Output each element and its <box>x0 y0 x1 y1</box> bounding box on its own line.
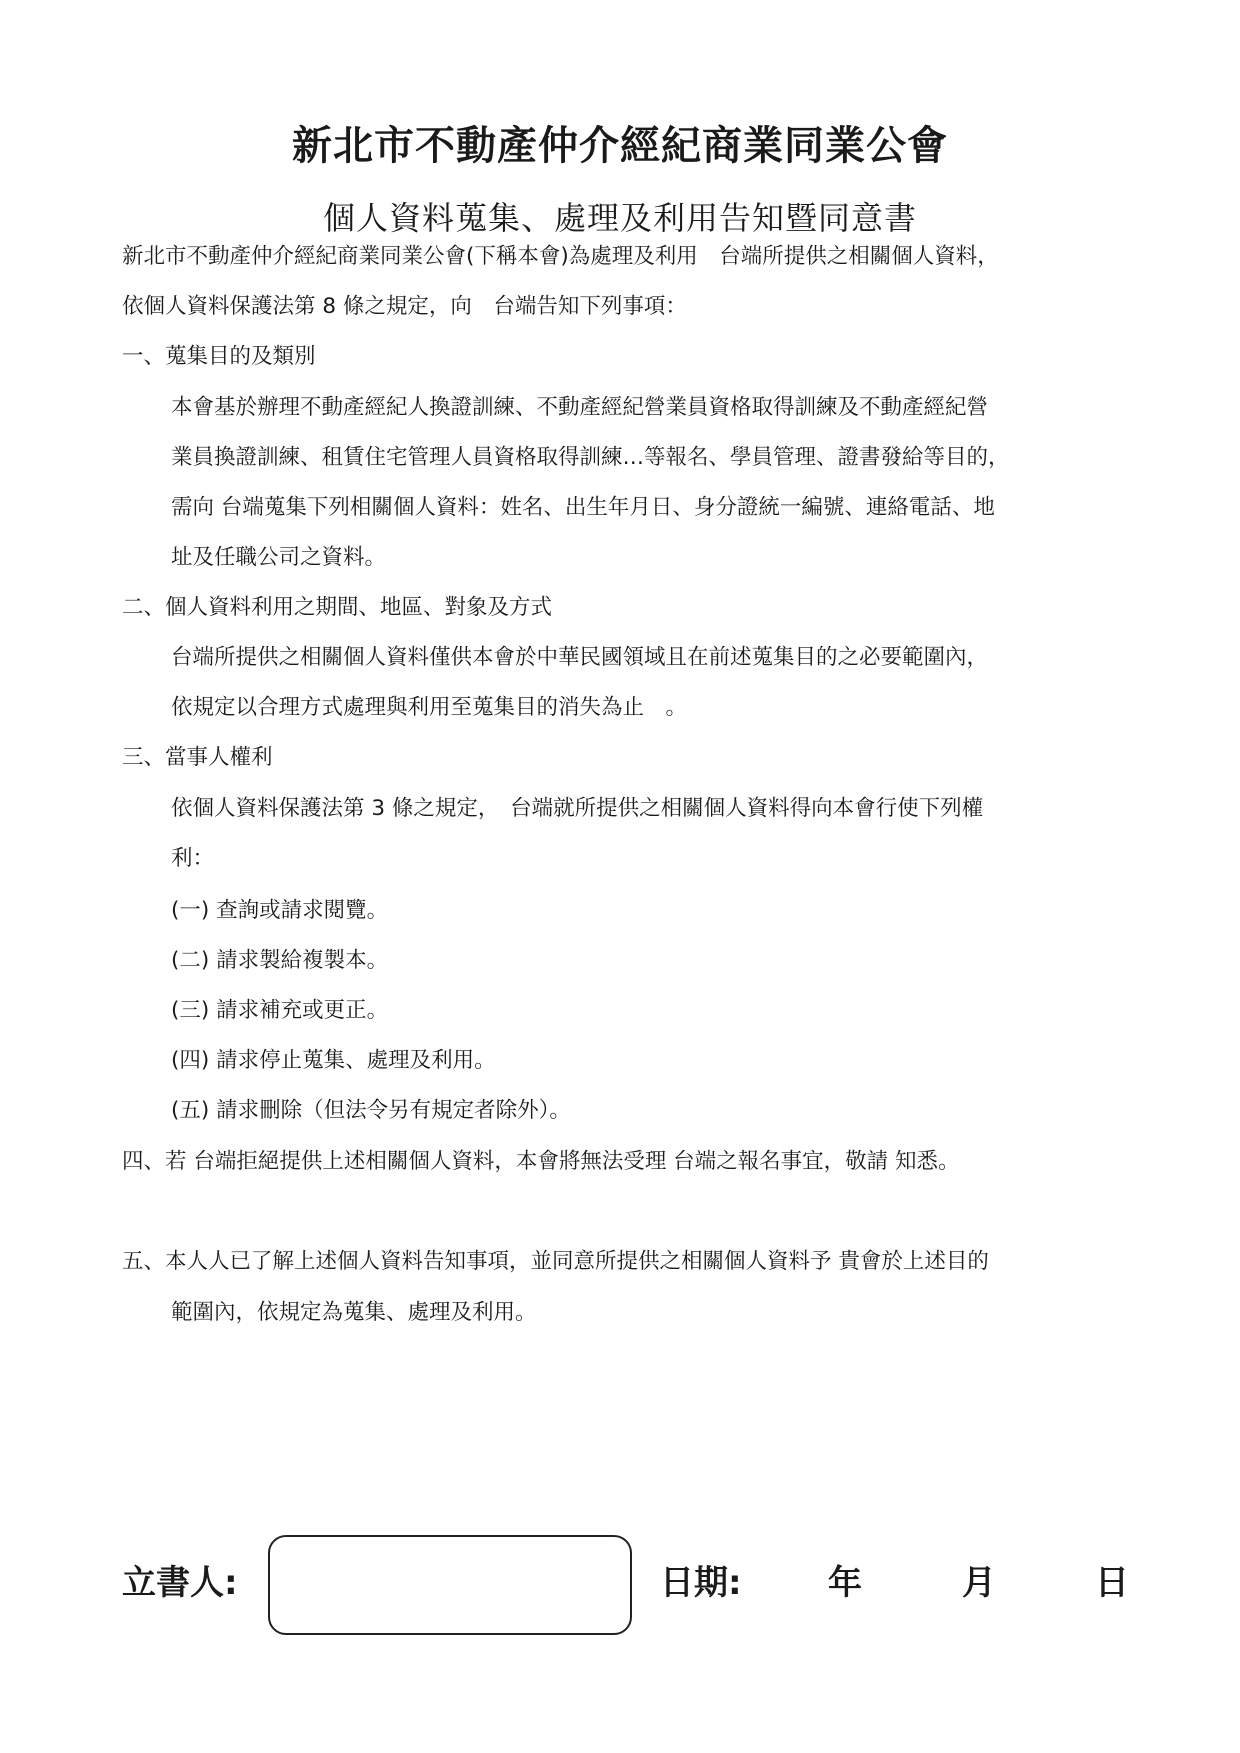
section1-line-2: 業員換證訓練、租賃住宅管理人員資格取得訓練…等報名、學員管理、證書發給等目的， <box>171 445 1010 470</box>
date-label: 日期: <box>660 1563 742 1603</box>
date-month-label: 月 <box>962 1563 996 1603</box>
section1-heading: 一、蒐集目的及類別 <box>122 344 316 369</box>
rights-item-1: (一) 查詢或請求閱覽。 <box>171 898 389 923</box>
document-subtitle: 個人資料蒐集、處理及利用告知暨同意書 <box>322 199 917 237</box>
section3-line-2: 利： <box>171 846 215 871</box>
signer-label: 立書人: <box>122 1563 238 1603</box>
section1-line-3: 需向 台端蒐集下列相關個人資料：姓名、出生年月日、身分證統一編號、連絡電話、地 <box>171 495 995 520</box>
intro-line-1: 新北市不動產仲介經紀商業同業公會(下稱本會)為處理及利用 台端所提供之相關個人資料， <box>122 244 999 269</box>
intro-line-2: 依個人資料保護法第 8 條之規定，向 台端告知下列事項： <box>122 294 687 319</box>
section2-line-1: 台端所提供之相關個人資料僅供本會於中華民國領域且在前述蒐集目的之必要範圍內， <box>171 645 989 670</box>
signature-box[interactable] <box>268 1535 632 1635</box>
section5-line-2: 範圍內，依規定為蒐集、處理及利用。 <box>171 1300 537 1325</box>
date-day-label: 日 <box>1095 1563 1129 1603</box>
rights-item-3: (三) 請求補充或更正。 <box>171 998 389 1023</box>
rights-item-2: (二) 請求製給複製本。 <box>171 948 389 973</box>
section4-text: 四、若 台端拒絕提供上述相關個人資料，本會將無法受理 台端之報名事宜，敬請 知悉。 <box>122 1149 960 1174</box>
section3-line-1: 依個人資料保護法第 3 條之規定， 台端就所提供之相關個人資料得向本會行使下列權 <box>171 796 984 821</box>
document-title: 新北市不動產仲介經紀商業同業公會 <box>292 123 948 169</box>
section2-heading: 二、個人資料利用之期間、地區、對象及方式 <box>122 595 553 620</box>
section3-heading: 三、當事人權利 <box>122 745 273 770</box>
date-year-label: 年 <box>828 1563 862 1603</box>
rights-item-4: (四) 請求停止蒐集、處理及利用。 <box>171 1048 496 1073</box>
section2-line-2: 依規定以合理方式處理與利用至蒐集目的消失為止 。 <box>171 695 688 720</box>
section5-line-1: 五、本人人已了解上述個人資料告知事項，並同意所提供之相關個人資料予 貴會於上述目的 <box>122 1249 989 1274</box>
section1-line-4: 址及任職公司之資料。 <box>171 545 387 570</box>
section1-line-1: 本會基於辦理不動產經紀人換證訓練、不動產經紀營業員資格取得訓練及不動產經紀營 <box>171 395 989 420</box>
rights-item-5: (五) 請求刪除（但法令另有規定者除外）。 <box>171 1098 571 1123</box>
